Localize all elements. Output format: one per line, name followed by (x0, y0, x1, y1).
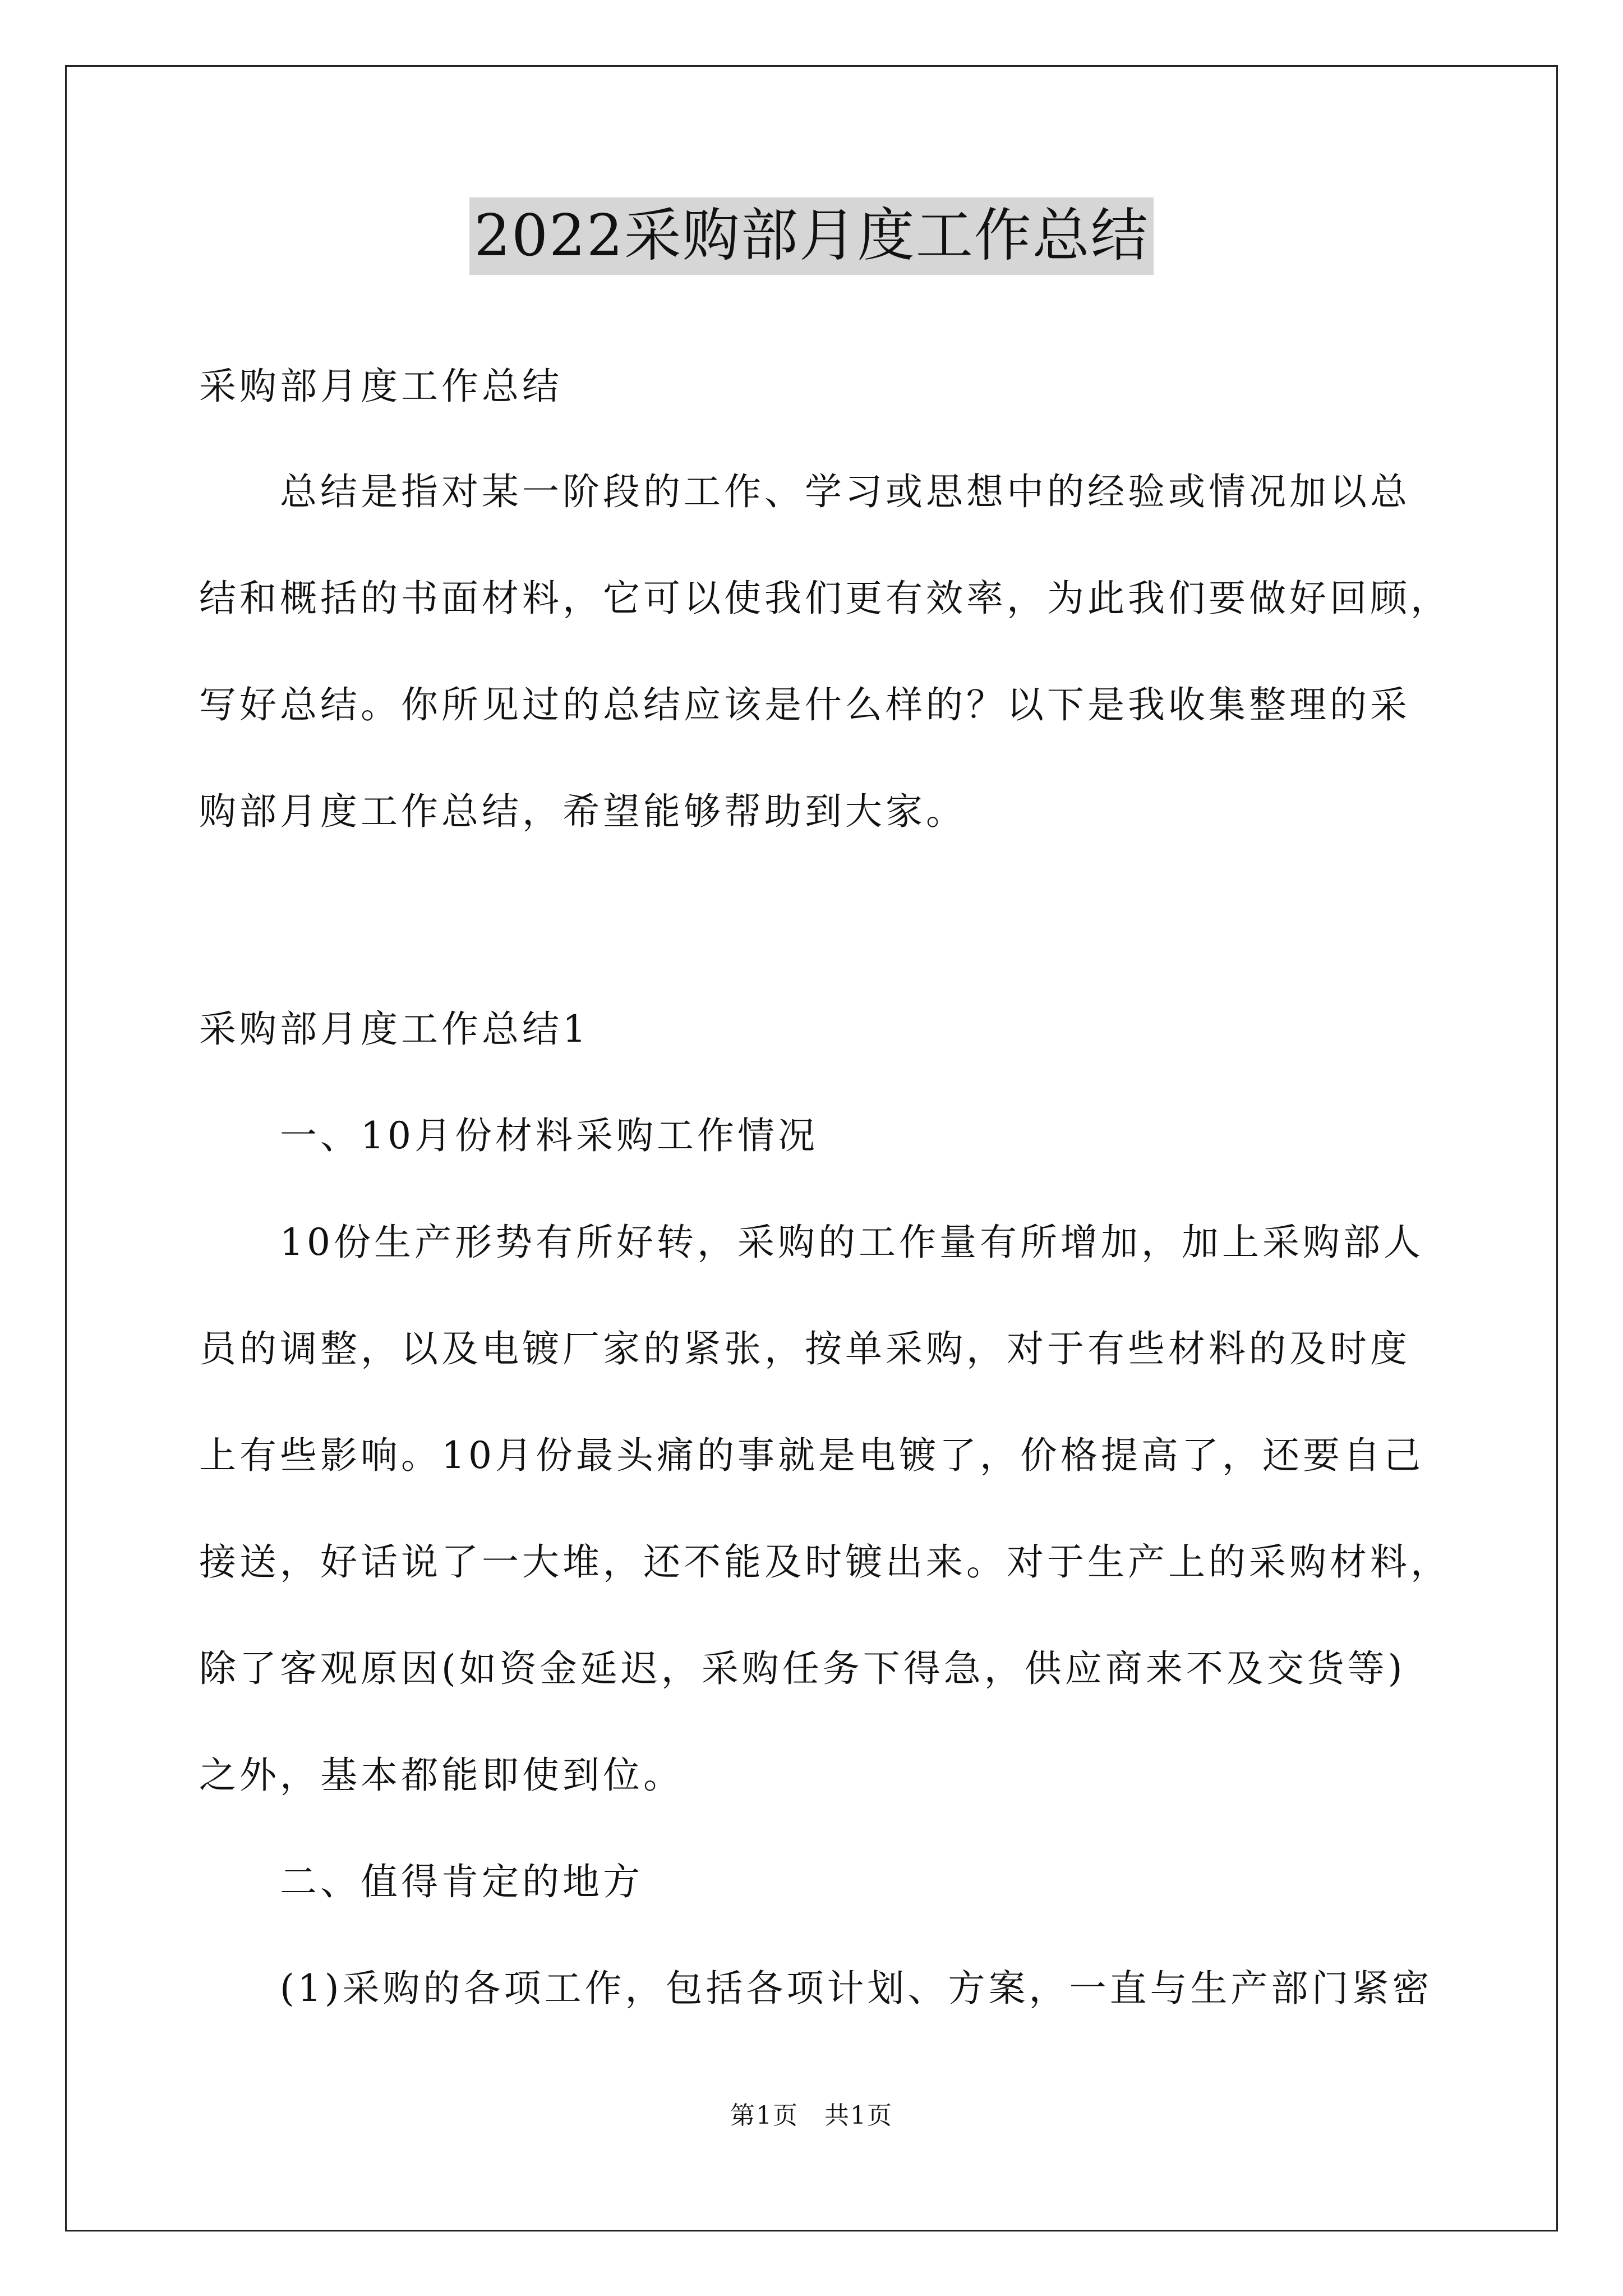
paragraph-line: 购部月度工作总结，希望能够帮助到大家。 (199, 790, 966, 833)
subsection-heading: 一、10月份材料采购工作情况 (199, 1114, 818, 1157)
paragraph-line: 除了客观原因(如资金延迟，采购任务下得急，供应商来不及交货等) (199, 1647, 1406, 1690)
paragraph-line: (1)采购的各项工作，包括各项计划、方案，一直与生产部门紧密 (199, 1967, 1433, 2010)
paragraph-line: 总结是指对某一阶段的工作、学习或思想中的经验或情况加以总 (199, 470, 1410, 513)
paragraph-line: 上有些影响。10月份最头痛的事就是电镀了，价格提高了，还要自己 (199, 1434, 1424, 1477)
subsection-heading: 二、值得肯定的地方 (199, 1860, 643, 1903)
section-heading: 采购部月度工作总结1 (199, 1007, 589, 1051)
page-footer: 第1页 共1页 (730, 2101, 893, 2130)
paragraph-line: 写好总结。你所见过的总结应该是什么样的？以下是我收集整理的采 (199, 683, 1410, 726)
paragraph-line: 之外，基本都能即使到位。 (199, 1754, 684, 1797)
document-title: 2022采购部月度工作总结 (469, 197, 1154, 275)
paragraph-line: 结和概括的书面材料，它可以使我们更有效率，为此我们要做好回顾， (199, 577, 1451, 620)
title-container (0, 197, 1623, 275)
subtitle-line: 采购部月度工作总结 (199, 365, 562, 408)
paragraph-line: 10份生产形势有所好转，采购的工作量有所增加，加上采购部人 (199, 1221, 1424, 1264)
paragraph-line: 员的调整，以及电镀厂家的紧张，按单采购，对于有些材料的及时度 (199, 1327, 1410, 1370)
paragraph-line: 接送，好话说了一大堆，还不能及时镀出来。对于生产上的采购材料， (199, 1540, 1451, 1584)
